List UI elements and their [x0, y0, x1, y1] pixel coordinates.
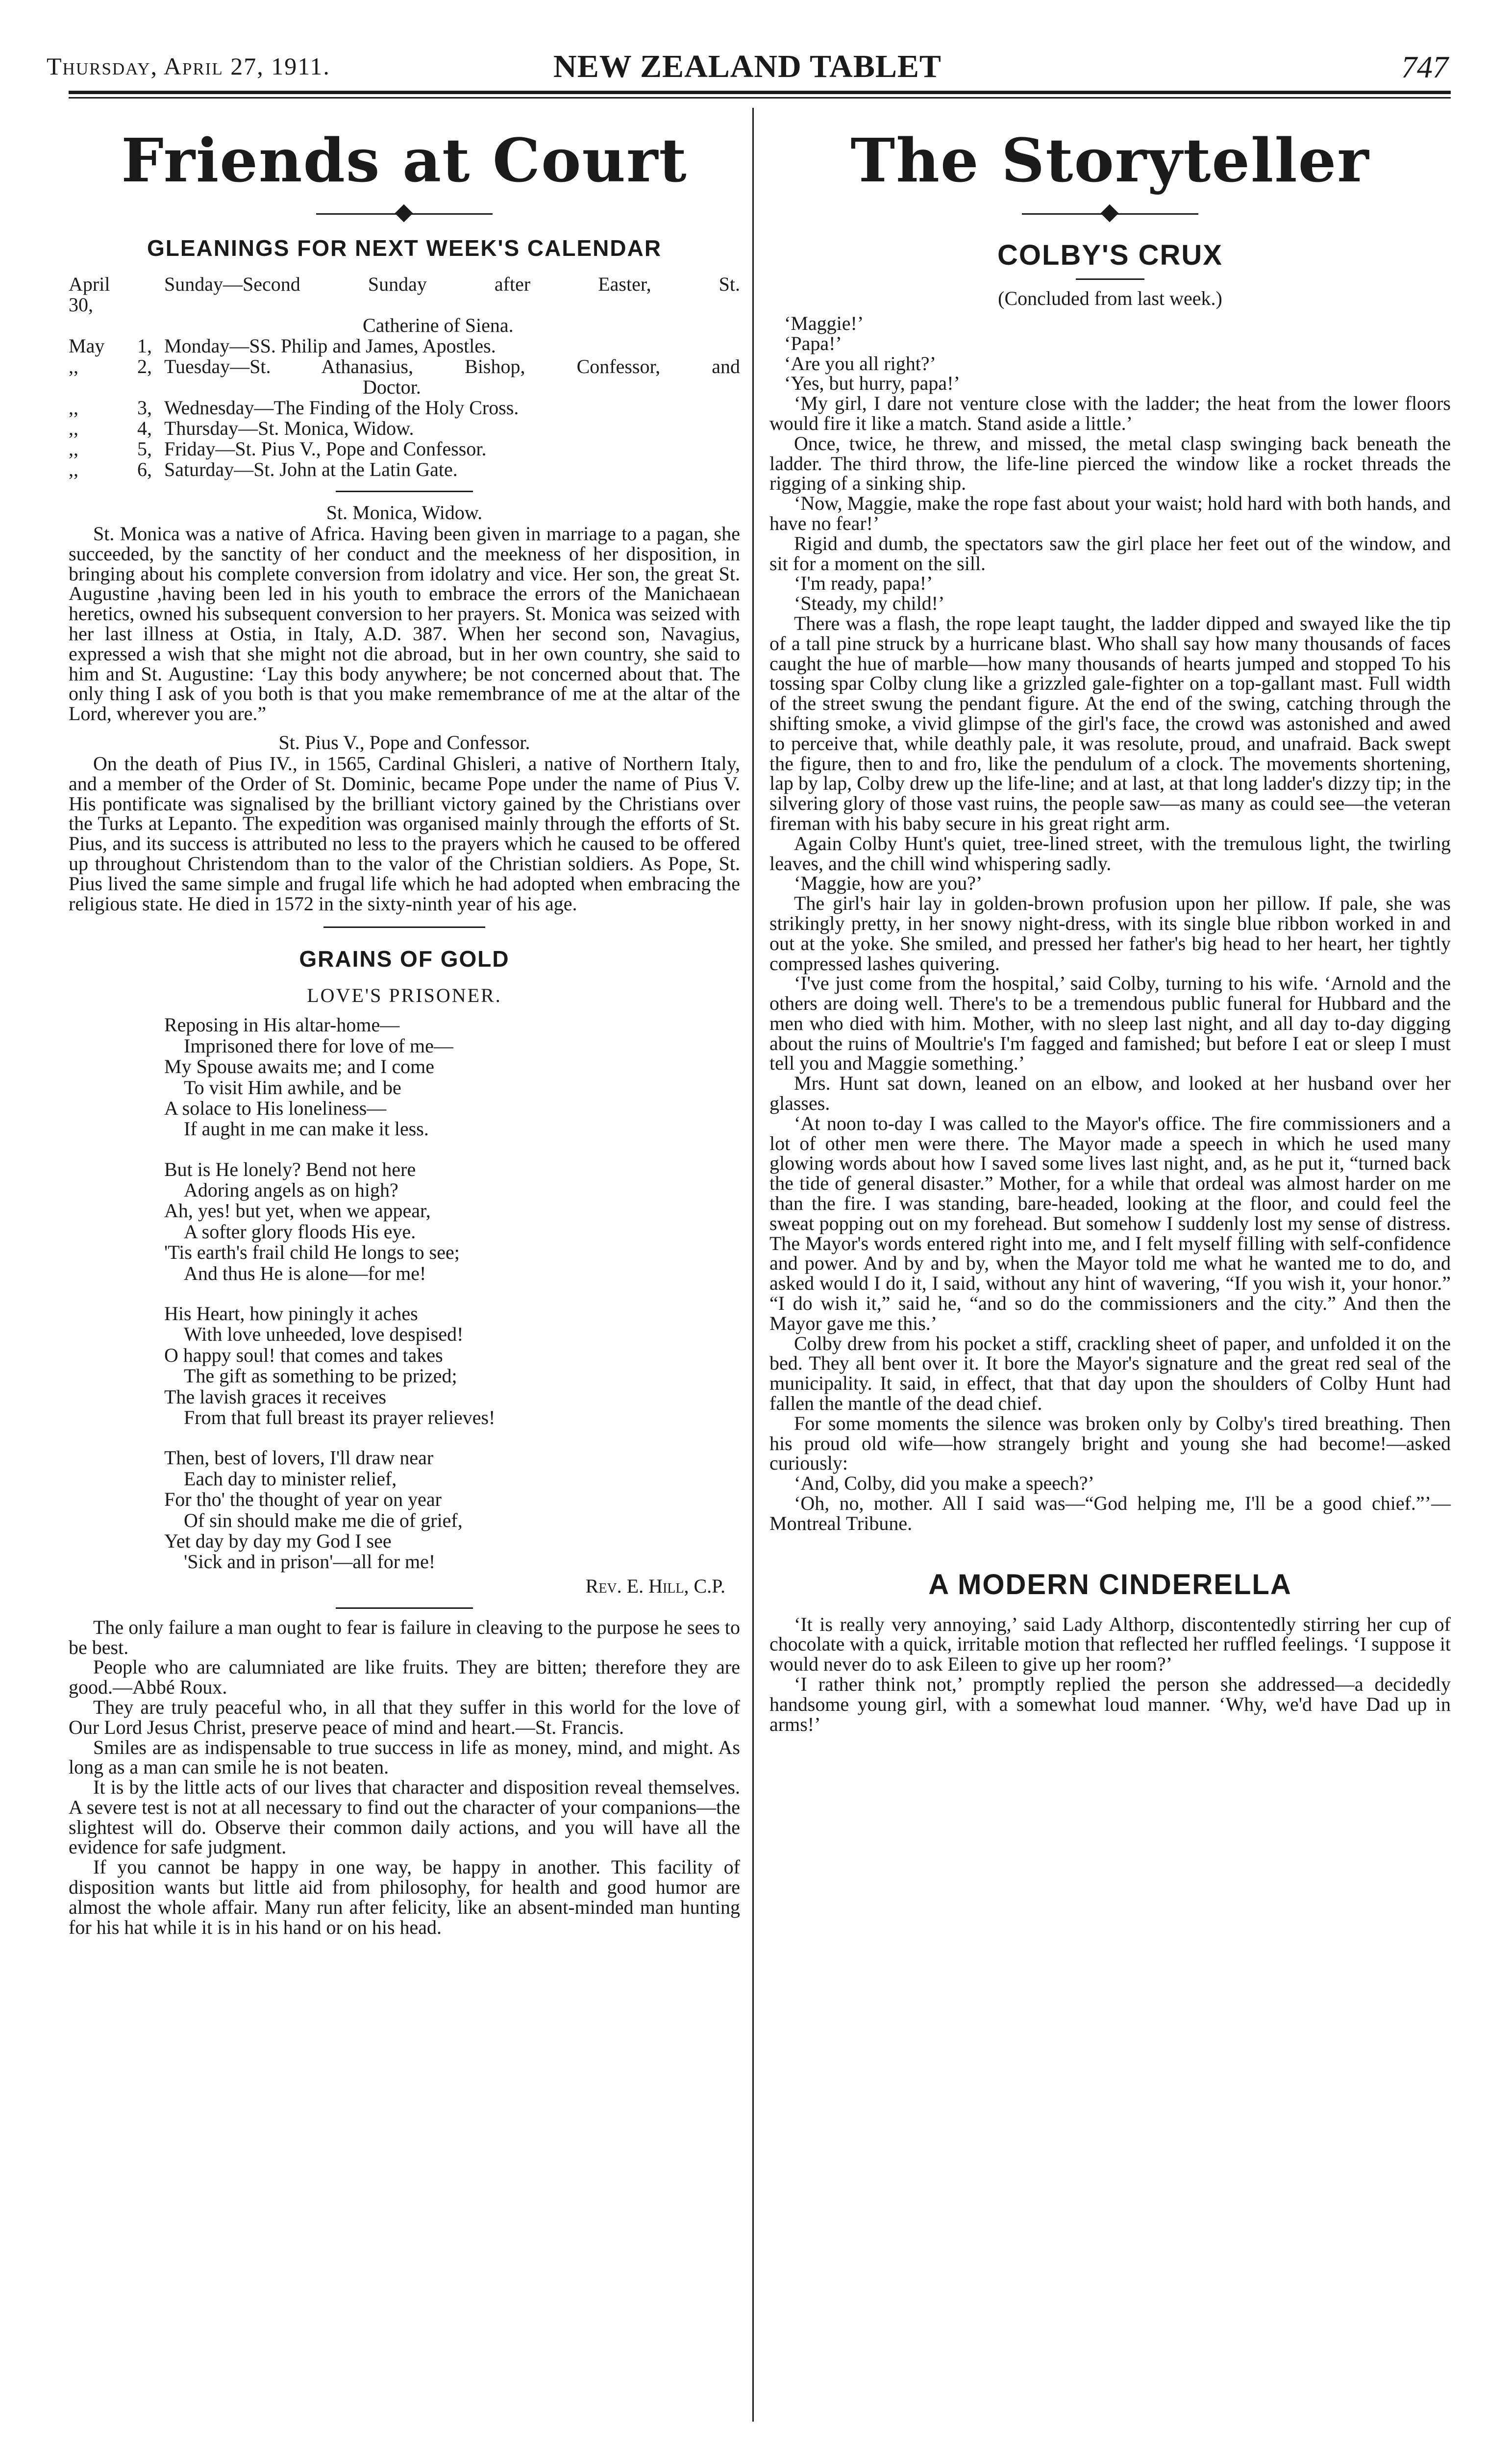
poem-line: A softer glory floods His eye. [184, 1220, 416, 1243]
calendar-month: April 30, [69, 273, 110, 316]
story-paragraph: ‘At noon to-day I was called to the Mayor's office. The fire commissioners and a lot of other men were there. The Mayor made a speech in which he used many glowing words about how I saved some lives last night, and, as he put it, “turned back the tide of general disaster.” Mother, for a while that ordeal was almost harder on me than the fire. I was standing, bare-headed, looking at the floor, and could feel the sweat popping out on my forehead. But somehow I suddenly lost my sense of distress. The Mayor's words entered right into me, and I felt myself filling with self-confidence and power. And by and by, when the Mayor told me what he wanted me to do, and asked would I do it, I said, without any hint of wavering, “If you wish it, your honor.” “I do wish it,” said he, “and so do the commissioners and the city.” And then the Mayor gave me this.’ [769, 1112, 1451, 1334]
story-paragraph: ‘And, Colby, did you make a speech?’ [794, 1472, 1094, 1495]
dialogue-line: ‘Papa!’ [784, 332, 842, 354]
masthead-rule-thin [69, 97, 1451, 99]
calendar-list [69, 274, 740, 480]
calendar-month: ,, [69, 397, 78, 419]
calendar-entry: Sunday—Second Sunday after Easter, St. [164, 273, 740, 295]
monica-article [69, 524, 740, 724]
calendar-entry: Tuesday—St. Athanasius, Bishop, Confessor, and [164, 355, 740, 377]
masthead [47, 48, 1448, 92]
story-paragraph: Colby drew from his pocket a stiff, crackling sheet of paper, and unfolded it on the bed. They all bent over it. It bore the Mayor's signature and the great red seal of the municipality. It said, in effect, that that day upon the shoulders of Colby Hunt had fallen the mantle of the dead chief. [769, 1332, 1451, 1415]
calendar-month: ,, [69, 458, 78, 480]
poem-line: Then, best of lovers, I'll draw near [164, 1447, 434, 1469]
poem-line: To visit Him awhile, and be [184, 1076, 401, 1099]
ornament-divider [1022, 204, 1198, 224]
calendar-row [69, 439, 740, 459]
issue-date: Thursday, April 27, 1911. [47, 52, 330, 80]
calendar-entry: Monday—SS. Philip and James, Apostles. [164, 335, 496, 357]
left-column [69, 110, 740, 1937]
cinderella-paragraph: ‘It is really very annoying,’ said Lady Althorp, discontentedly stirring her cup of chocolate with a quick, irritable motion that reflected her ruffled feelings. ‘I suppose it would never do to ask Eileen to give up her room?’ [769, 1613, 1451, 1676]
calendar-entry: Friday—St. Pius V., Pope and Confessor. [164, 438, 487, 460]
monica-heading: St. Monica, Widow. [326, 501, 483, 524]
dialogue-line: ‘Are you all right?’ [784, 352, 936, 375]
poem-title: LOVE'S PRISONER. [307, 984, 502, 1007]
story-paragraph: ‘I'm ready, papa!’ [794, 572, 933, 595]
poem-stanza [164, 1159, 740, 1284]
calendar-day: 4, [137, 417, 152, 439]
poem-line: Yet day by day my God I see [164, 1529, 392, 1552]
poem-line: Of sin should make me die of grief, [184, 1509, 463, 1531]
poem-line: My Spouse awaits me; and I come [164, 1055, 434, 1078]
story-paragraph: ‘Steady, my child!’ [794, 592, 945, 615]
poem-line: If aught in me can make it less. [184, 1118, 429, 1140]
calendar-row [69, 274, 740, 315]
cinderella-paragraph: ‘I rather think not,’ promptly replied the person she addressed—a decidedly handsome young girl, with a somewhat loud manner. ‘Why, we'd have Dad up in arms!’ [769, 1673, 1451, 1735]
grains-of-gold-heading: GRAINS OF GOLD [299, 946, 510, 972]
poem-line: With love unheeded, love despised! [184, 1323, 464, 1346]
pius-article [69, 754, 740, 914]
poem-line: The gift as something to be prized; [184, 1365, 457, 1387]
calendar-day [137, 274, 164, 315]
story-paragraph: ‘Maggie, how are you?’ [794, 872, 983, 895]
poem-line: The lavish graces it receives [164, 1385, 387, 1408]
calendar-row [69, 459, 740, 480]
calendar-day: 5, [137, 438, 152, 460]
rule [336, 1607, 473, 1609]
column-divider [752, 108, 754, 2422]
poem-stanza [164, 1303, 740, 1428]
calendar-row [69, 418, 740, 439]
rule [336, 491, 473, 492]
poem-line: A solace to His loneliness— [164, 1097, 387, 1119]
story-paragraph: Once, twice, he threw, and missed, the metal clasp swinging back beneath the ladder. The third throw, the life-line pierced the window like a rocket threads the rigging of a sinking ship. [769, 432, 1451, 495]
masthead-rule [69, 91, 1451, 94]
calendar-day: 1, [137, 335, 152, 357]
dialogue-line: ‘Maggie!’ [784, 312, 864, 334]
pius-heading: St. Pius V., Pope and Confessor. [278, 731, 530, 753]
calendar-entry: Wednesday—The Finding of the Holy Cross. [164, 397, 519, 419]
cinderella-body [769, 1615, 1451, 1735]
saying-paragraph: They are truly peaceful who, in all that they suffer in this world for the love of Our Lord Jesus Christ, preserve peace of mind and heart.—St. Francis. [69, 1696, 740, 1738]
story-paragraph: There was a flash, the rope leapt taught, the ladder dipped and swayed like the tip of a tall pine struck by a hurricane blast. Who shall say how many thousands of faces caught the hue of marble—how many thousands of hearts jumped and stopped To his tossing spar Colby clung like a grizzled gale-fighter on a top-gallant mast. Full width of the street swung the pendant figure. At the end of the swing, catching through the shifting smoke, a vivid glimpse of the girl's face, the crowd was astonished and awed to perceive that, while deathly pale, it was resolute, proud, and unafraid. Back swept the figure, then to and fro, like the pendulum of a clock. The movements shortening, lap by lap, Colby drew up the life-line; and at last, at that long ladder's dizzy tip; in the silvering glory of those vast ruins, the people saw—as many as could see—the veteran fireman with his baby secure in his great right arm. [769, 612, 1451, 834]
story-paragraph: ‘Now, Maggie, make the rope fast about your waist; hold hard with both hands, and have no fear!’ [769, 492, 1451, 534]
story-paragraph: Rigid and dumb, the spectators saw the girl place her feet out of the window, and sit for a moment on the sill. [769, 532, 1451, 575]
ornament-divider [316, 204, 493, 224]
poem-line: Ah, yes! but yet, when we appear, [164, 1200, 431, 1222]
calendar-entry-continuation: Catherine of Siena. [363, 314, 514, 336]
poem-line: But is He lonely? Bend not here [164, 1158, 416, 1180]
calendar-month: ,, [69, 438, 78, 460]
newspaper-title: NEW ZEALAND TABLET [553, 49, 942, 84]
saying-paragraph: If you cannot be happy in one way, be happy in another. This facility of disposition wants but little aid from philosophy, for health and good humor are almost the whole affair. Many run after felicity, like an absent-minded man hunting for his hat while it is in his hand or on his head. [69, 1856, 740, 1938]
page-number: 747 [1401, 50, 1448, 84]
poem-line: For tho' the thought of year on year [164, 1488, 442, 1511]
right-column [769, 110, 1451, 1734]
poem-stanza [164, 1448, 740, 1572]
section-title-storyteller: The Storyteller [850, 125, 1370, 196]
calendar-row [69, 398, 740, 418]
story-paragraph: The girl's hair lay in golden-brown profusion upon her pillow. If pale, she was strikingly pretty, in her snowy night-dress, with its single blue ribbon worked in and out at the yoke. She smiled, and pressed her father's big head to her heart, her tightly compressed lashes quivering. [769, 892, 1451, 975]
rule [323, 926, 485, 928]
poem-line: From that full breast its prayer relieves! [184, 1406, 496, 1428]
story-body [769, 394, 1451, 1533]
poem-line: O happy soul! that comes and takes [164, 1344, 443, 1366]
calendar-day: 2, [137, 355, 152, 377]
story-paragraph: ‘I've just come from the hospital,’ said Colby, turning to his wife. ‘Arnold and the others are doing well. There's to be a tremendous public funeral for Hubbard and the men who died with him. Mother, with no sleep last night, and all day to-day digging about the ruins of Moultrie's I'm fagged and famished; but before I eat or sleep I must tell you and Maggie something.’ [769, 972, 1451, 1075]
dialogue-line: ‘Yes, but hurry, papa!’ [784, 372, 960, 395]
story-paragraph: Mrs. Hunt sat down, leaned on an elbow, and looked at her husband over her glasses. [769, 1072, 1451, 1115]
calendar-entry: Saturday—St. John at the Latin Gate. [164, 458, 458, 480]
poem-line: And thus He is alone—for me! [184, 1262, 426, 1284]
section-title-friends-at-court: Friends at Court [121, 125, 688, 196]
calendar-row [69, 356, 740, 377]
calendar-row [69, 336, 740, 356]
calendar-entry: Thursday—St. Monica, Widow. [164, 417, 414, 439]
poem-line: Reposing in His altar-home— [164, 1014, 400, 1036]
poem-line: Imprisoned there for love of me— [184, 1034, 453, 1057]
poem-line: His Heart, how piningly it aches [164, 1302, 418, 1325]
poem-line: 'Sick and in prison'—all for me! [184, 1551, 436, 1573]
calendar-month: ,, [69, 417, 78, 439]
story-paragraph: ‘Oh, no, mother. All I said was—“God helping me, I'll be a good chief.”’—Montreal Tribune. [769, 1492, 1451, 1534]
sayings-list [69, 1618, 740, 1938]
calendar-day: 6, [137, 458, 152, 480]
story-title: COLBY'S CRUX [997, 239, 1223, 271]
saying-paragraph: The only failure a man ought to fear is failure in cleaving to the purpose he sees to be best. [69, 1616, 740, 1658]
pius-paragraph: On the death of Pius IV., in 1565, Cardinal Ghisleri, a native of Northern Italy, and a member of the Order of St. Dominic, became Pope under the name of Pius V. His pontificate was signalised by the brilliant victory gained by the Christians over the Turks at Lepanto. The expedition was organised mainly through the efforts of St. Pius, and its success is attributed no less to the prayers which he caused to be offered up throughout Christendom than to the valor of the Christian soldiers. As Pope, St. Pius lived the same simple and frugal life which he had adopted when embracing the religious state. He died in 1572 in the sixty-ninth year of his age. [69, 752, 740, 915]
calendar-heading: GLEANINGS FOR NEXT WEEK'S CALENDAR [147, 235, 662, 261]
calendar-entry-continuation: Doctor. [363, 376, 421, 398]
poem-line: Adoring angels as on high? [184, 1179, 398, 1201]
poem-line: 'Tis earth's frail child He longs to see; [164, 1241, 460, 1264]
calendar-month: May [69, 335, 105, 357]
story-dialogue [769, 314, 1451, 394]
poem-author: Rev. E. Hill, C.P. [585, 1575, 725, 1597]
monica-paragraph: St. Monica was a native of Africa. Having been given in marriage to a pagan, she succeeded, by the sanctity of her conduct and the meekness of her disposition, in bringing about his complete conversion from idolatry and vice. Her son, the great St. Augustine ,having been led in his youth to embrace the errors of the Manichaean heretics, owned his subsequent conversion to her prayers. St. Monica was seized with her last illness at Ostia, in Italy, A.D. 387. When her second son, Navagius, expressed a wish that she might not die abroad, but in her own country, she said to him and St. Augustine: ‘Lay this body anywhere; be not concerned about that. The only thing I ask of you both is that you make remembrance of me at the altar of the Lord, wherever you are.” [69, 523, 740, 725]
poem-stanza [164, 1015, 740, 1139]
story-paragraph: Again Colby Hunt's quiet, tree-lined street, with the tremulous light, the twirling leaves, and the chill wind whispering sadly. [769, 832, 1451, 875]
story-paragraph: For some moments the silence was broken only by Colby's tired breathing. Then his proud old wife—how strangely bright and young she had become!—asked curiously: [769, 1412, 1451, 1475]
saying-paragraph: People who are calumniated are like fruits. They are bitten; therefore they are good.—Abbé Roux. [69, 1656, 740, 1699]
rule [1076, 278, 1144, 280]
calendar-day: 3, [137, 397, 152, 419]
poem-line: Each day to minister relief, [184, 1467, 397, 1490]
cinderella-heading: A MODERN CINDERELLA [928, 1568, 1292, 1601]
calendar-month: ,, [69, 355, 78, 377]
saying-paragraph: It is by the little acts of our lives that character and disposition reveal themselves. A severe test is not at all necessary to find out the character of your companions—the slightest will do. Observe their common daily actions, and you will have all the evidence for safe judgment. [69, 1776, 740, 1858]
story-paragraph: ‘My girl, I dare not venture close with the ladder; the heat from the lower floors would fire it like a match. Stand aside a little.’ [769, 392, 1451, 434]
saying-paragraph: Smiles are as indispensable to true success in life as money, mind, and might. As long as a man can smile he is not beaten. [69, 1736, 740, 1778]
concluded-note: (Concluded from last week.) [998, 287, 1222, 309]
poem [69, 1015, 740, 1572]
